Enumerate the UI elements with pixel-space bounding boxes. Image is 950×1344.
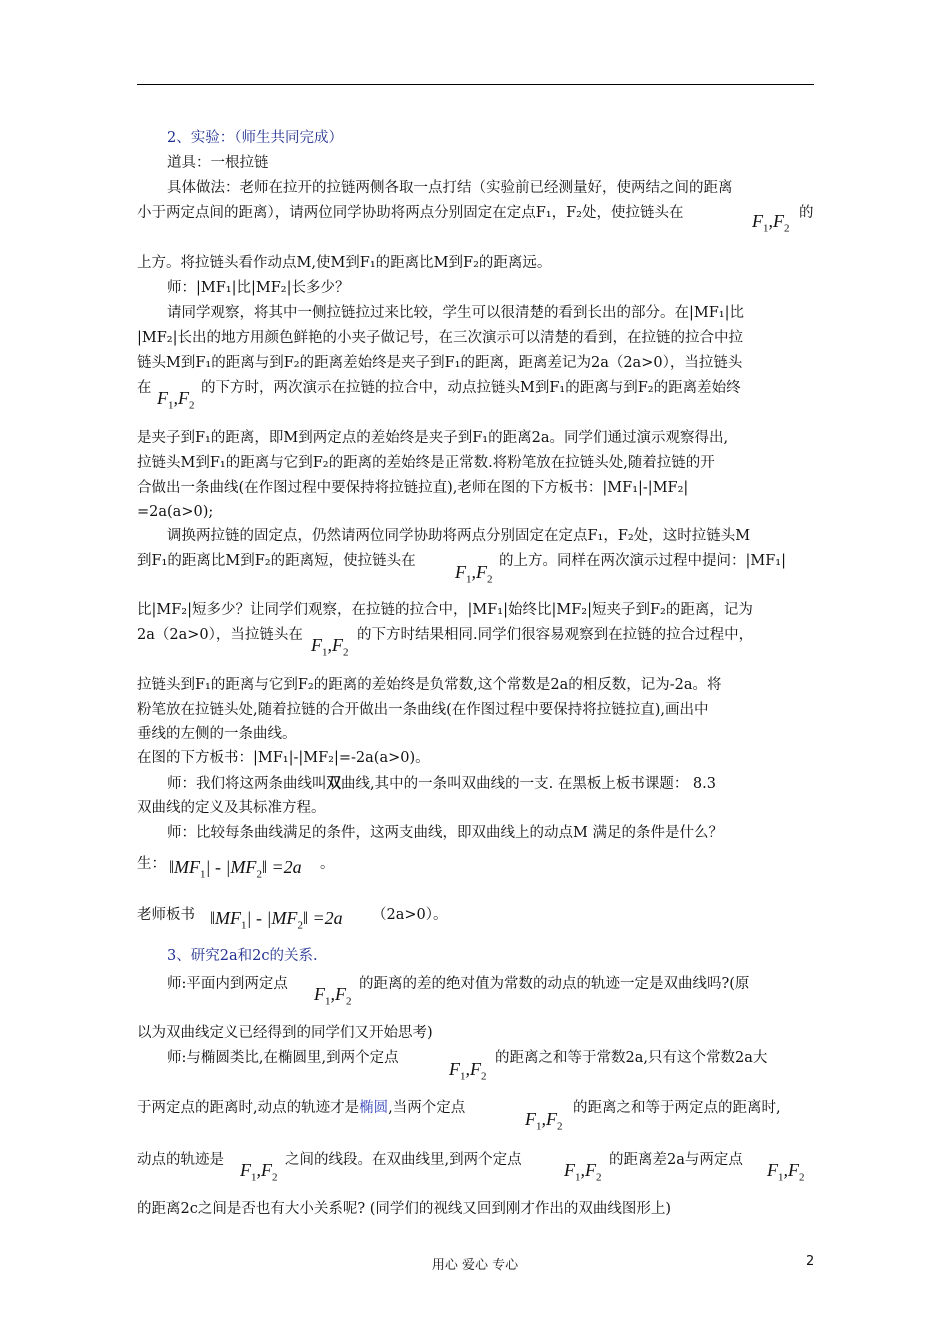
- para2-line3: 链头M到F₁的距离与到F₂的距离差始终是夹子到F₁的距离，距离差记为2a（2a>0），当拉链头: [137, 355, 743, 371]
- para1-line2: [137, 201, 814, 235]
- para4-line1: [167, 771, 844, 797]
- section2-title: 2、实验：（师生共同完成）: [167, 130, 343, 146]
- para7-line1-a: 师:与椭圆类比,在椭圆里,到两个定点: [167, 1050, 399, 1066]
- para3-line4-b: 的下方时结果相同.同学们很容易观察到在拉链的拉合过程中，: [357, 627, 754, 643]
- para1-line1: 具体做法：老师在拉开的拉链两侧各取一点打结（实验前已经测量好，使两结之间的距离: [167, 180, 733, 196]
- teacher-board-line: [137, 903, 814, 932]
- para3-line2-a: 到F₁的距离比M到F₂的距离短，使拉链头在: [137, 553, 416, 569]
- para3-line3: 比|MF₂|短多少？让同学们观察，在拉链的拉合中，|MF₁|始终比|MF₂|短夹子到F₂的距离，记为: [137, 602, 753, 618]
- para7-line2-a: 于两定点的距离时,动点的轨迹才是: [137, 1100, 360, 1116]
- header-rule: [137, 84, 814, 85]
- para1-line2-text: 小于两定点间的距离），请两位同学协助将两点分别固定在定点F₁，F₂处，使拉链头在: [137, 205, 684, 221]
- formula-f1f2: $F_1,F_2$: [311, 635, 349, 659]
- para3-line1: 调换两拉链的固定点，仍然请两位同学协助将两点分别固定在定点F₁，F₂处，这时拉链头M: [167, 528, 751, 544]
- para4-line1-a: 师：我们将这两条曲线叫: [167, 776, 327, 792]
- para7-line2-c: 的距离之和等于两定点的距离时,: [573, 1100, 781, 1116]
- para6-line1-b: 的距离的差的绝对值为常数的动点的轨迹一定是双曲线吗?(原: [359, 976, 750, 992]
- ellipse-link[interactable]: 椭圆: [359, 1100, 389, 1116]
- para2-line5: 是夹子到F₁的距离，即M到两定点的差始终是夹子到F₁的距离2a。同学们通过演示观察得出,: [137, 430, 729, 446]
- formula-f1f2: $F_1,F_2$: [157, 388, 195, 412]
- para7-line4: 的距离2c之间是否也有大小关系呢? (同学们的视线又回到刚才作出的双曲线图形上): [137, 1201, 672, 1217]
- formula-f1f2: $F_1,F_2$: [455, 562, 493, 586]
- page-number: 2: [806, 1254, 815, 1269]
- teacher-board-label: 老师板书: [137, 907, 195, 923]
- footer-text: 用心 爱心 专心: [431, 1258, 519, 1273]
- para2-line8: =2a(a>0);: [137, 504, 214, 520]
- para3-line6: 粉笔放在拉链头处,随着拉链的合开做出一条曲线(在作图过程中要保持将拉链拉直),画出中: [137, 702, 709, 718]
- formula-abs-diff: $‖MF_1|$ - $|MF_2‖ =2a$: [210, 908, 343, 932]
- formula-f1f2: $F_1,F_2$: [240, 1160, 278, 1184]
- formula-f1f2: $F_1,F_2$: [767, 1160, 805, 1184]
- para3-line4: [137, 623, 814, 659]
- formula-f1f2: $F_1,F_2$: [564, 1160, 602, 1184]
- para7-line3-c: 的距离差2a与两定点: [609, 1152, 743, 1168]
- student-line: [137, 852, 814, 881]
- para1-line3: 上方。将拉链头看作动点M,使M到F₁的距离比M到F₂的距离远。: [137, 255, 552, 271]
- para7-line3-a: 动点的轨迹是: [137, 1152, 224, 1168]
- para4-line1-b: 曲线,其中的一条叫双曲线的一支. 在黑板上板书课题： 8.3: [341, 776, 716, 792]
- formula-f1f2: $F_1,F_2$: [752, 211, 790, 235]
- para6-line1: [167, 972, 844, 1008]
- para2-line4: [137, 376, 814, 412]
- section3-title: 3、研究2a和2c的关系.: [167, 948, 318, 964]
- para7-line2: [137, 1096, 814, 1133]
- tools-line: 道具：一根拉链: [167, 155, 269, 171]
- formula-eq: =2a: [312, 908, 343, 928]
- formula-f1f2: $F_1,F_2$: [449, 1059, 487, 1083]
- formula-f1f2: $F_1,F_2$: [525, 1109, 563, 1133]
- para7-line3-b: 之间的线段。在双曲线里,到两个定点: [285, 1152, 522, 1168]
- question1: 师：|MF₁|比|MF₂|长多少？: [167, 280, 350, 296]
- para3-line5: 拉链头到F₁的距离与它到F₂的距离的差始终是负常数,这个常数是2a的相反数，记为-2a。将: [137, 677, 722, 693]
- para3-line8: 在图的下方板书：|MF₁|-|MF₂|=-2a(a>0)。: [137, 750, 430, 766]
- para1-line2-end: 的: [799, 205, 814, 221]
- para5: 师：比较每条曲线满足的条件，这两支曲线，即双曲线上的动点M 满足的条件是什么？: [167, 825, 723, 841]
- para3-line2-b: 的上方。同样在两次演示过程中提问：|MF₁|: [499, 553, 786, 569]
- para7-line3: [137, 1148, 814, 1184]
- para7-line2-b: ,当两个定点: [388, 1100, 466, 1116]
- para7-line1: [167, 1046, 844, 1083]
- para2-line6: 拉链头M到F₁的距离与它到F₂的距离的差始终是正常数.将粉笔放在拉链头处,随着拉链的开: [137, 455, 715, 471]
- para7-line1-b: 的距离之和等于常数2a,只有这个常数2a大: [495, 1050, 768, 1066]
- para4-bold: 双: [326, 775, 341, 792]
- formula-eq: =2a: [271, 857, 302, 877]
- para3-line7: 垂线的左侧的一条曲线。: [137, 726, 297, 742]
- para4-line2: 双曲线的定义及其标准方程。: [137, 800, 326, 816]
- formula-f1f2: $F_1,F_2$: [314, 984, 352, 1008]
- student-label: 生：: [137, 856, 166, 872]
- para2-line1: 请同学观察，将其中一侧拉链拉过来比较，学生可以很清楚的看到长出的部分。在|MF₁|比: [167, 305, 744, 321]
- para2-line4-a: 在: [137, 380, 152, 396]
- para3-line4-a: 2a（2a>0），当拉链头在: [137, 627, 303, 643]
- para2-line7: 合做出一条曲线(在作图过程中要保持将拉链拉直),老师在图的下方板书：|MF₁|-|MF₂|: [137, 480, 689, 496]
- para2-line2: |MF₂|长出的地方用颜色鲜艳的小夹子做记号，在三次演示可以清楚的看到，在拉链的拉合中拉: [137, 330, 743, 346]
- formula-abs-diff: $‖MF_1|$ - $|MF_2‖ =2a$: [169, 857, 302, 881]
- para6-line2: 以为双曲线定义已经得到的同学们又开始思考): [137, 1025, 433, 1041]
- para6-line1-a: 师:平面内到两定点: [167, 976, 288, 992]
- para2-line4-b: 的下方时，两次演示在拉链的拉合中，动点拉链头M到F₁的距离与到F₂的距离差始终: [201, 380, 741, 396]
- para3-line2: [137, 549, 814, 586]
- student-end: 。: [320, 856, 335, 872]
- teacher-board-note: （2a>0）。: [372, 907, 448, 923]
